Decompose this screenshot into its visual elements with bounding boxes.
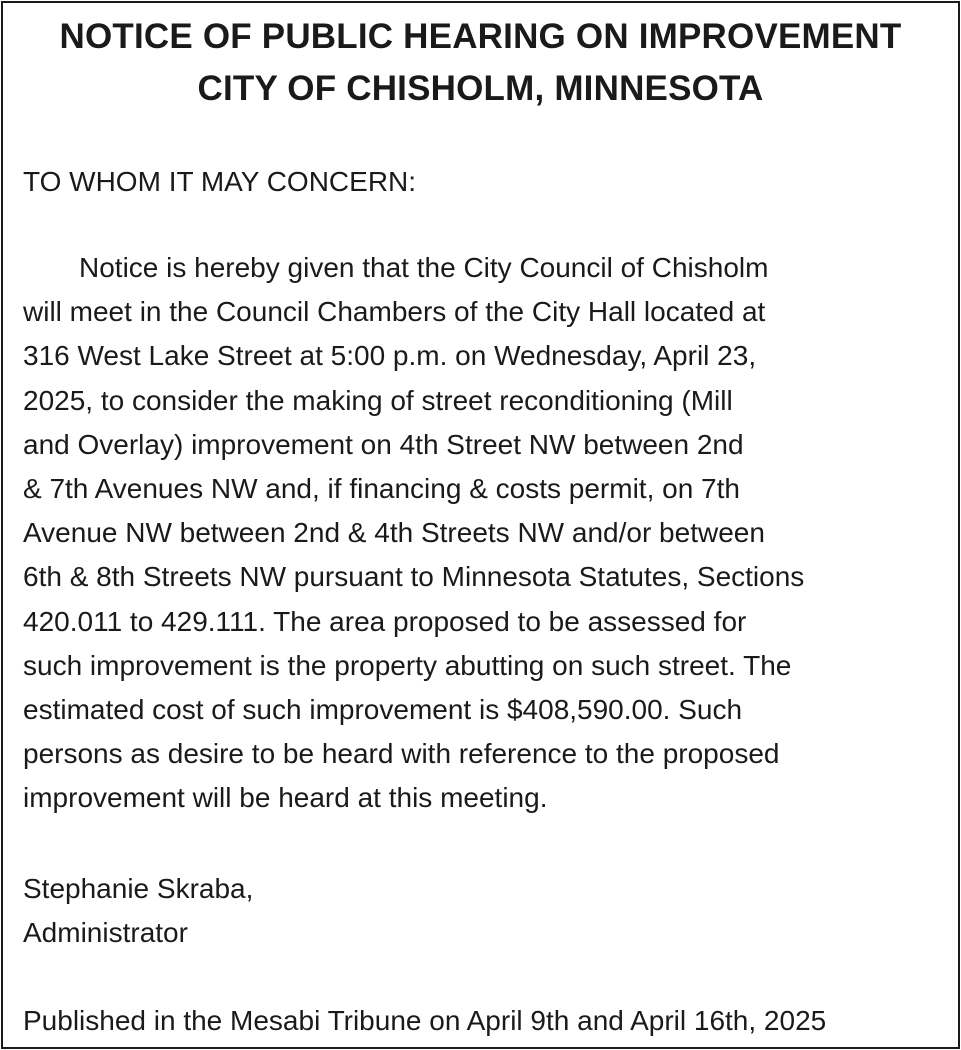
body-line: estimated cost of such improvement is $408,590.00. Such — [23, 694, 743, 726]
public-notice — [1, 1, 960, 1049]
notice-title: NOTICE OF PUBLIC HEARING ON IMPROVEMENT — [59, 17, 902, 56]
body-line: Notice is hereby given that the City Council of Chisholm — [79, 252, 769, 283]
signer-title: Administrator — [23, 917, 188, 948]
body-line: Avenue NW between 2nd & 4th Streets NW and/or between — [23, 517, 765, 549]
body-line: & 7th Avenues NW and, if financing & costs permit, on 7th — [23, 473, 740, 505]
body-line: 2025, to consider the making of street reconditioning (Mill — [23, 384, 733, 416]
body-line: will meet in the Council Chambers of the City Hall located at — [23, 296, 766, 328]
signer-name: Stephanie Skraba, — [23, 873, 254, 904]
notice-subtitle: CITY OF CHISHOLM, MINNESOTA — [197, 69, 764, 108]
publication-note: Published in the Mesabi Tribune on April 9th and April 16th, 2025 — [23, 1005, 827, 1036]
body-line: 420.011 to 429.111. The area proposed to be assessed for — [23, 605, 747, 637]
body-line: 6th & 8th Streets NW pursuant to Minnesota Statutes, Sections — [23, 561, 805, 593]
body-line: such improvement is the property abutting on such street. The — [23, 649, 792, 681]
salutation: TO WHOM IT MAY CONCERN: — [23, 166, 417, 197]
body-line: improvement will be heard at this meeting. — [23, 782, 548, 814]
notice-body — [23, 246, 804, 821]
body-line: and Overlay) improvement on 4th Street NW between 2nd — [23, 428, 744, 460]
body-line: persons as desire to be heard with reference to the proposed — [23, 738, 780, 770]
body-line: 316 West Lake Street at 5:00 p.m. on Wednesday, April 23, — [23, 340, 757, 372]
